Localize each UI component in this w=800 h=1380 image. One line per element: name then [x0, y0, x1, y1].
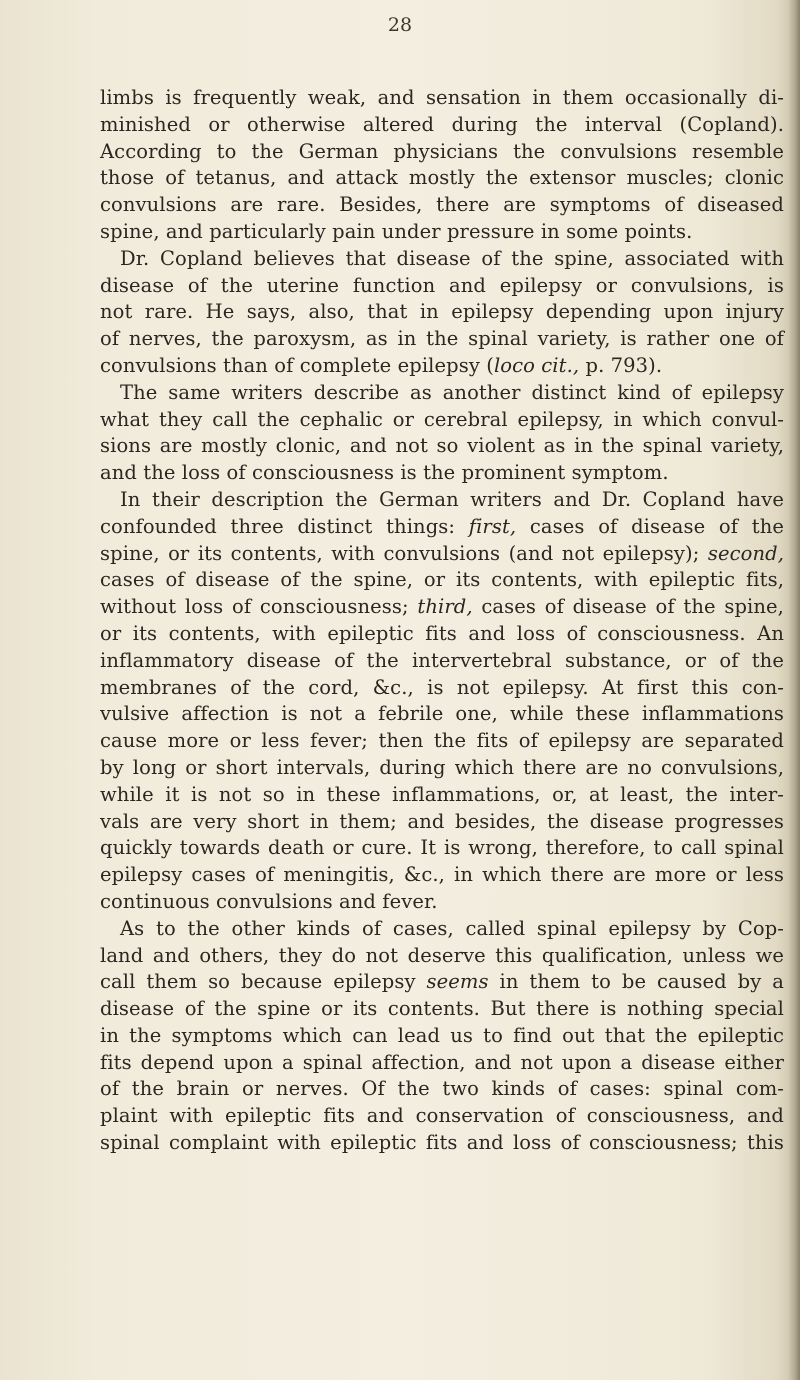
text-line-main: membranes of the cord, &c., is not epilepsy. At first this con-: [100, 675, 784, 699]
text-line: [100, 1050, 784, 1077]
text-line: [100, 1130, 784, 1157]
text-line-main: call them so because epilepsy: [100, 970, 427, 994]
text-line: [100, 916, 784, 943]
text-line-main: spine, and particularly pain under pressure in some points.: [100, 219, 693, 243]
text-line-main: inflammatory disease of the intervertebral substance, or of the: [100, 648, 784, 672]
text-line-main: vulsive affection is not a febrile one, while these inflammations: [100, 702, 784, 726]
text-line: [100, 1023, 784, 1050]
text-line: [100, 380, 784, 407]
text-line-after: cases of disease of the: [516, 514, 784, 538]
text-line: [100, 969, 784, 996]
text-line: [100, 889, 784, 916]
text-line-italic: seems: [426, 970, 489, 994]
text-line: [100, 782, 784, 809]
text-line-italic: second,: [707, 541, 784, 565]
text-line-italic: third,: [417, 595, 473, 619]
text-line: [100, 809, 784, 836]
text-line-main: or its contents, with epileptic fits and loss of consciousness. An: [100, 621, 784, 645]
text-line: [100, 835, 784, 862]
text-line-main: epilepsy cases of meningitis, &c., in which there are more or less: [100, 863, 784, 887]
text-line-main: of nerves, the paroxysm, as in the spinal variety, is rather one of: [100, 327, 784, 351]
text-line: [100, 514, 784, 541]
text-line-main: As to the other kinds of cases, called spinal epilepsy by Cop-: [120, 916, 784, 940]
text-line: [100, 112, 784, 139]
text-line: [100, 675, 784, 702]
text-line-main: cases of disease of the spine, or its contents, with epileptic fits,: [100, 568, 784, 592]
text-line: [100, 273, 784, 300]
text-line-main: Dr. Copland believes that disease of the spine, associated with: [120, 246, 784, 270]
text-line: [100, 1076, 784, 1103]
text-line-main: disease of the spine or its contents. But there is nothing special: [100, 997, 784, 1021]
text-line: [100, 407, 784, 434]
text-line-main: confounded three distinct things:: [100, 514, 469, 538]
text-line-main: convulsions are rare. Besides, there are symptoms of diseased: [100, 193, 784, 217]
text-line: [100, 755, 784, 782]
text-line-main: what they call the cephalic or cerebral epilepsy, in which convul-: [100, 407, 784, 431]
text-line: [100, 246, 784, 273]
text-line-after: in them to be caused by a: [488, 970, 784, 994]
text-line: [100, 541, 784, 568]
text-line-main: In their description the German writers and Dr. Copland have: [120, 487, 784, 511]
text-line: [100, 621, 784, 648]
text-line: [100, 433, 784, 460]
text-line-main: by long or short intervals, during which there are no convulsions,: [100, 755, 784, 779]
text-line: [100, 648, 784, 675]
text-line-main: cause more or less fever; then the fits of epilepsy are separated: [100, 729, 784, 753]
text-line-main: The same writers describe as another distinct kind of epilepsy: [120, 380, 784, 404]
text-line: [100, 219, 784, 246]
text-line-main: sions are mostly clonic, and not so violent as in the spinal variety,: [100, 434, 784, 458]
text-line-main: According to the German physicians the convulsions resemble: [100, 139, 784, 163]
text-line: [100, 567, 784, 594]
body-text: [100, 85, 784, 1157]
text-line: [100, 192, 784, 219]
text-line-main: fits depend upon a spinal affection, and not upon a disease either: [100, 1050, 784, 1074]
text-line-main: those of tetanus, and attack mostly the extensor muscles; clonic: [100, 166, 784, 190]
text-line-main: disease of the uterine function and epilepsy or convulsions, is: [100, 273, 784, 297]
text-line: [100, 85, 784, 112]
text-line-italic: loco cit.,: [493, 353, 580, 377]
text-line-main: limbs is frequently weak, and sensation in them occasionally di-: [100, 86, 784, 109]
text-line: [100, 165, 784, 192]
text-line: [100, 594, 784, 621]
page-number: 28: [387, 14, 413, 36]
text-line: [100, 943, 784, 970]
text-line: [100, 299, 784, 326]
text-line-main: spinal complaint with epileptic fits and loss of consciousness; this: [100, 1131, 784, 1155]
page-edge-shadow: [788, 0, 800, 1380]
text-line-main: convulsions than of complete epilepsy (: [100, 353, 494, 377]
text-line-after: cases of disease of the spine,: [472, 595, 784, 619]
text-line: [100, 326, 784, 353]
text-line-main: minished or otherwise altered during the interval (Copland).: [100, 112, 784, 136]
text-line: [100, 1103, 784, 1130]
text-line-main: of the brain or nerves. Of the two kinds of cases: spinal com-: [100, 1077, 784, 1101]
text-line-main: spine, or its contents, with convulsions (and not epilepsy);: [100, 541, 708, 565]
text-line: [100, 353, 784, 380]
text-line-main: in the symptoms which can lead us to find out that the epileptic: [100, 1023, 784, 1047]
text-line-main: and the loss of consciousness is the prominent symptom.: [100, 461, 669, 485]
text-line-main: plaint with epileptic fits and conservation of consciousness, and: [100, 1104, 784, 1128]
text-line: [100, 862, 784, 889]
text-line-after: p. 793).: [579, 353, 663, 377]
text-line-main: while it is not so in these inflammations, or, at least, the inter-: [100, 782, 784, 806]
text-line-main: without loss of consciousness;: [100, 595, 418, 619]
text-line-main: land and others, they do not deserve this qualification, unless we: [100, 943, 784, 967]
text-line: [100, 487, 784, 514]
text-line: [100, 996, 784, 1023]
text-line: [100, 701, 784, 728]
text-line: [100, 728, 784, 755]
text-line-italic: first,: [468, 514, 517, 538]
text-line: [100, 460, 784, 487]
text-line-main: not rare. He says, also, that in epilepsy depending upon injury: [100, 300, 784, 324]
text-line: [100, 139, 784, 166]
text-line-main: vals are very short in them; and besides, the disease progresses: [100, 809, 784, 833]
text-line-main: continuous convulsions and fever.: [100, 889, 438, 913]
text-line-main: quickly towards death or cure. It is wrong, therefore, to call spinal: [100, 836, 784, 860]
